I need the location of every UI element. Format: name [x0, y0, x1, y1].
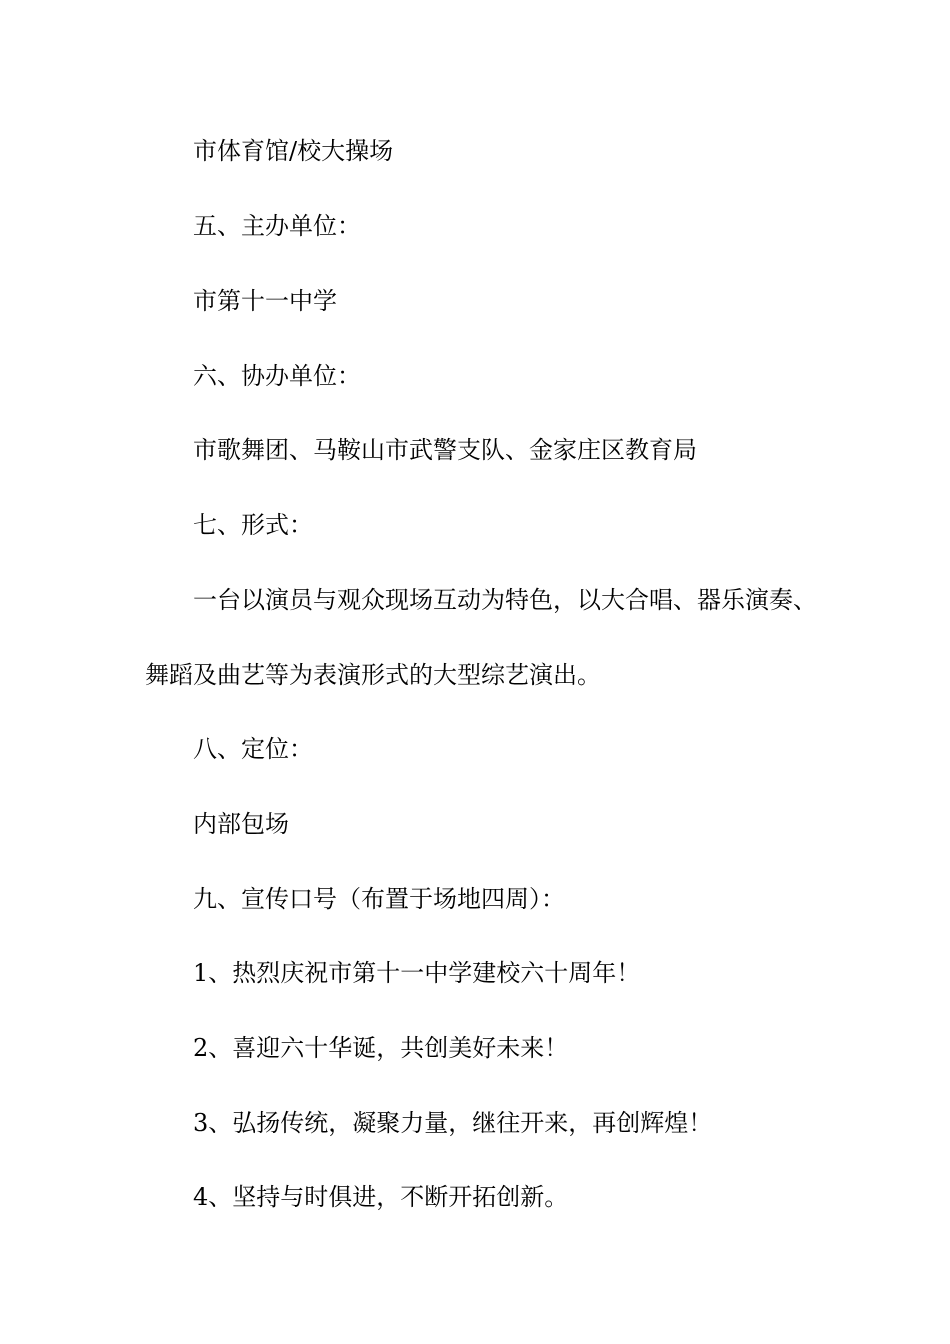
co-organizer-text: 市歌舞团、马鞍山市武警支队、金家庄区教育局: [193, 436, 697, 464]
section-heading-slogans: 九、宣传口号（布置于场地四周）：: [193, 885, 565, 913]
section-heading-positioning: 八、定位：: [193, 735, 313, 763]
organizer-text: 市第十一中学: [193, 287, 337, 315]
venue-text: 市体育馆/校大操场: [193, 137, 394, 165]
section-heading-co-organizer: 六、协办单位：: [193, 362, 361, 390]
format-text-line-2: 舞蹈及曲艺等为表演形式的大型综艺演出。: [145, 661, 601, 689]
positioning-text: 内部包场: [193, 810, 289, 838]
slogan-item: 2、喜迎六十华诞，共创美好未来！: [193, 1034, 569, 1062]
format-text-line-1: 一台以演员与观众现场互动为特色，以大合唱、器乐演奏、: [193, 586, 817, 614]
slogan-item: 4、坚持与时俱进，不断开拓创新。: [193, 1183, 569, 1211]
slogan-item: 3、弘扬传统，凝聚力量，继往开来，再创辉煌！: [193, 1109, 713, 1137]
slogan-item: 1、热烈庆祝市第十一中学建校六十周年！: [193, 959, 641, 987]
section-heading-format: 七、形式：: [193, 511, 313, 539]
section-heading-organizer: 五、主办单位：: [193, 212, 361, 240]
